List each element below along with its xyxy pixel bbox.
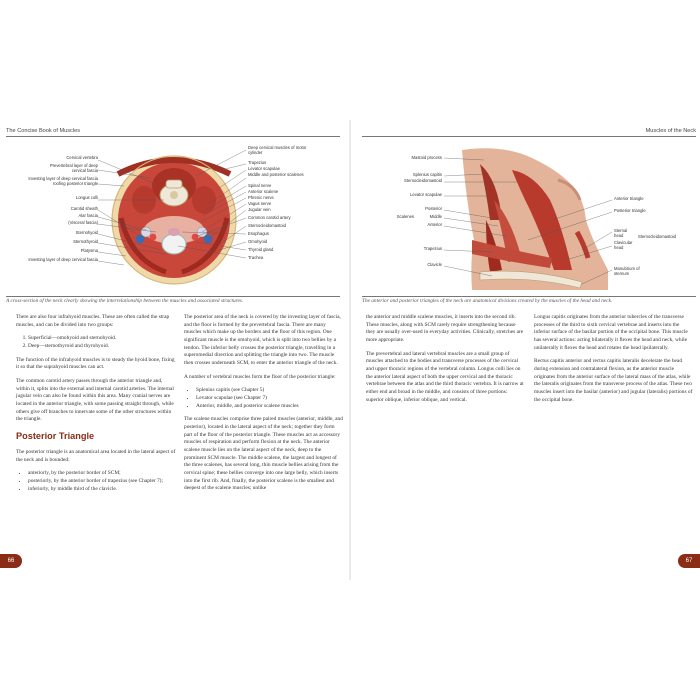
label-anterior-scalene: Anterior scalene [248,189,279,194]
left-column-2 [184,314,344,499]
label-manubrium: Manubrium of sternum [614,266,640,276]
label-investing-layer: Investing layer of deep cervical fascia [28,257,98,262]
list-item: • Anterior, middle, and posterior scalene muscles [196,403,344,411]
paragraph: The common carotid artery passes through the anterior triangle and, within it, splits into the external and internal carotid arteries. The internal jugular vein can also be found within this area. Many cranial nerves are located in the anterior triangle, with some passing straight through, while others give off branches to innervate some of the other structures within the triangle. [16,378,174,423]
list-item: • Levator scapulae (see Chapter 7) [196,395,344,403]
header-rule [6,136,340,137]
figure-rule [6,296,340,297]
label-scalenes: Scalenes [396,214,414,219]
book-gutter [349,120,351,580]
label-posterior: Posterior [425,206,442,211]
label-trapezius: Trapezius [248,160,267,165]
infrahyoid-groups-list [16,335,176,350]
list-item: 1. Superficial—omohyoid and sternohyoid. [28,335,176,343]
list-item: • anteriorly, by the posterior border of SCM; [28,470,176,478]
paragraph: The prevertebral and lateral vertebral muscles are a small group of muscles attached to the bodies and transverse processes of the cervical and upper thoracic regions of the vertebral column. Longus colli lies on the anterior lateral aspect of both the upper cervical and the thoracic vertebrae between the atlas and the third thoracic vertebra. It is narrow at either end and broad in the middle, and consists of three portions: superior oblique, inferior oblique, and vertical. [366,350,524,403]
label-sternocleidomastoid-right: Sternocleidomastoid [638,234,676,239]
left-column-1 [16,314,176,499]
list-item: • inferiorly, by middle third of the clavicle. [28,486,176,494]
list-item: 2. Deep—sternothyroid and thyrohyoid. [28,343,176,351]
paragraph: the anterior and middle scalene muscles, it inserts into the second rib. These muscles, along with SCM rarely require strengthening because they are usually over-used in everyday activities. Clinically, stretches are more appropriate. [366,314,524,344]
label-visceral-fascia: (Visceral fascia) [68,220,98,225]
label-alar-fascia: Alar fascia [78,213,98,218]
boundary-list [16,470,176,493]
paragraph: A number of vertebral muscles form the floor of the posterior triangle: [184,373,336,380]
label-omohyoid: Omohyoid [248,239,268,244]
paragraph: The posterior triangle is an anatomical area located in the lateral aspect of the neck and is bounded: [16,449,176,463]
label-longus-colli: Longus colli [75,195,98,200]
right-column-1 [366,314,526,410]
label-thyroid-gland: Thyroid gland [248,247,274,252]
label-sternocleidomastoid: Sternocleidomastoid [404,178,442,183]
header-rule [362,136,696,137]
label-anterior: Anterior [427,222,442,227]
label-phrenic-nerve: Phrenic nerve [248,195,274,200]
neck-cross-section-figure [6,140,340,295]
label-jugular-vein: Jugular vein [248,207,271,212]
left-page [6,128,343,568]
right-page [362,128,696,568]
label-anterior-triangle: Anterior triangle [614,196,644,201]
label-middle: Middle [429,214,442,219]
label-splenius-capitis: Splenius capitis [412,172,442,177]
paragraph: There are also four infrahyoid muscles. These are often called the strap muscles, and can be divided into two groups: [16,314,170,328]
label-esophagus: Esophagus [248,231,269,236]
label-prevertebral-fascia: Prevertebral layer of deep cervical fascia [49,163,98,173]
label-sternothyroid: Sternothyroid [73,239,98,244]
section-heading: Posterior Triangle [16,431,95,442]
label-cervical-vertebra: Cervical vertebra [66,155,98,160]
label-mastoid-process: Mastoid process [411,155,442,160]
right-column-2 [534,314,694,410]
label-clavicular-head: Clavicular head [614,240,633,250]
label-trachea: Trachea [248,255,264,260]
figure-caption: The anterior and posterior triangles of the neck are anatomical divisions created by the muscles of the head and neck. [362,298,613,304]
paragraph: Rectus capitis anterior and rectus capitis lateralis decelerate the head during extension and contralateral flexion, as the anterior muscle originates from the anterior surface of the lateral mass of the atlas, while the lateralis originates from the transverse process of the atlas. These two muscles insert into the basilar (anterior) and jugular (lateralis) portions of the occipital bone. [534,358,693,403]
figure-caption: A cross-section of the neck clearly showing the interrelationship between the muscles and associated structures. [6,298,244,304]
paragraph: Longus capitis originates from the anterior tubercles of the transverse processes of the third to sixth cervical vertebrae and inserts into the inferior surface of the basilar portion of the occipital bone. This muscle has several actions: acting bilaterally it flexes the head and neck, while unilaterally it flexes the head and rotates the head ipsilaterally. [534,314,688,351]
label-platysma: Platysma [80,248,98,253]
running-head: Muscles of the Neck [645,128,696,134]
label-sternocleidomastoid: Sternocleidomastoid [248,223,286,228]
label-levator-scapulae: Levator scapulae [410,192,442,197]
neck-lateral-view-figure [362,140,696,295]
label-vagus-nerve: Vagus nerve [248,201,272,206]
label-sternohyoid: Sternohyoid [75,230,98,235]
label-common-carotid-artery: Common carotid artery [248,215,291,220]
page-number-right: 67 [678,554,700,568]
figure-rule [362,296,696,297]
paragraph: The scalene muscles comprise three paired muscles (anterior, middle, and posterior), located in the lateral aspect of the neck; together they form part of the floor of the posterior triangle. These muscles act as accessory muscles of respiration and perform flexion at the neck. The anterior scalene muscle lies on the lateral aspect of the neck, deep to the prominent SCM muscle. The middle scalene, the largest and longest of the three scalenes, has several long, thin muscle bellies arising from the cervical spine; these bellies converge into one large belly, which inserts into the first rib. And, finally, the posterior scalene is the smallest and deepest of the scalene muscles; unlike [184,416,343,492]
label-posterior-triangle: Posterior triangle [614,208,646,213]
page-number-left: 66 [0,554,22,568]
label-levator-scapulae: Levator scapulae [248,166,280,171]
label-spinal-nerve: Spinal nerve [248,183,272,188]
label-deep-cervical-muscles: Deep cervical muscles of motor cylinder [248,145,307,155]
list-item: • posteriorly, by the anterior border of trapezius (see Chapter 7); [28,478,176,486]
label-middle-posterior-scalenes: Middle and posterior scalenes [248,172,304,177]
label-trapezius: Trapezius [423,246,442,251]
paragraph: The function of the infrahyoid muscles is to steady the hyoid bone, fixing it so that the suprahyoid muscles can act. [16,356,175,371]
paragraph: The posterior area of the neck is covered by the investing layer of fascia, and the floor is formed by the prevertebral fascia. There are many muscles which make up the borders and the floor of this region. One significant muscle is the omohyoid, which is split into two bellies by a tendon. The inferior belly crosses the posterior triangle, travelling in a superomedial direction and splitting the triangle into two. The muscle then crosses underneath SCM, to enter the anterior triangle of the neck. [184,314,341,367]
floor-muscles-list [184,387,344,410]
running-head: The Concise Book of Muscles [6,128,80,134]
label-clavicle: Clavicle [427,262,442,267]
label-carotid-sheath: Carotid sheath [70,206,98,211]
list-item: • Splenius capitis (see Chapter 5) [196,387,344,395]
label-sternal-head: Sternal head [614,228,628,238]
label-investing-layer-roofing: Investing layer of deep cervical fascia roofing posterior triangle [28,176,98,186]
